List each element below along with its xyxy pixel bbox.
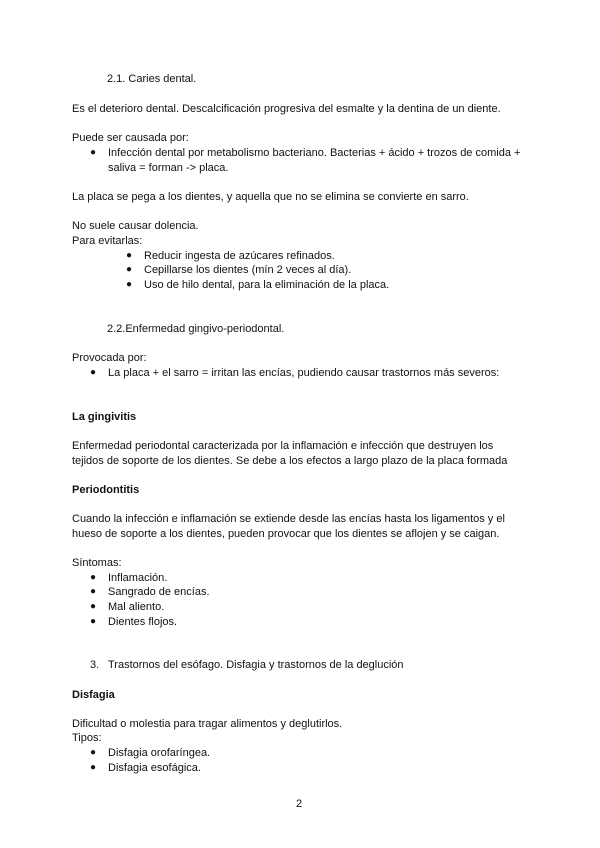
section-3-heading: Trastornos del esófago. Disfagia y trastornos de la deglución bbox=[108, 659, 404, 671]
gingivitis-line-2: tejidos de soporte de los dientes. Se debe a los efectos a largo plazo de la placa formada bbox=[72, 455, 508, 467]
section-2-2-heading: 2.2.Enfermedad gingivo-periodontal. bbox=[107, 323, 285, 335]
bullet-icon: ● bbox=[126, 250, 133, 261]
symptoms-label: Síntomas: bbox=[72, 557, 122, 569]
type-item: Disfagia esofágica. bbox=[108, 762, 201, 774]
provoked-by-label: Provocada por: bbox=[72, 352, 147, 364]
symptom-item: Inflamación. bbox=[108, 572, 168, 584]
bullet-icon: ● bbox=[90, 762, 97, 773]
bullet-icon: ● bbox=[90, 616, 97, 627]
bullet-icon: ● bbox=[126, 279, 133, 290]
symptom-item: Mal aliento. bbox=[108, 601, 165, 613]
bullet-icon: ● bbox=[90, 572, 97, 583]
caries-cause-line-2: saliva = forman -> placa. bbox=[108, 162, 229, 174]
avoid-item: Cepillarse los dientes (mín 2 veces al día). bbox=[144, 264, 352, 276]
type-item: Disfagia orofaríngea. bbox=[108, 747, 211, 759]
types-label: Tipos: bbox=[72, 732, 102, 744]
symptom-item: Sangrado de encías. bbox=[108, 586, 210, 598]
bullet-icon: ● bbox=[90, 147, 97, 158]
disfagia-definition: Dificultad o molestia para tragar alimentos y deglutirlos. bbox=[72, 718, 343, 730]
avoid-item: Reducir ingesta de azúcares refinados. bbox=[144, 250, 335, 262]
gingivitis-title: La gingivitis bbox=[72, 411, 137, 423]
bullet-icon: ● bbox=[90, 586, 97, 597]
avoid-label: Para evitarlas: bbox=[72, 235, 143, 247]
provoked-by-item: La placa + el sarro = irritan las encías, pudiendo causar trastornos más severos: bbox=[108, 367, 500, 379]
page-number: 2 bbox=[296, 798, 303, 810]
section-2-1-heading: 2.1. Caries dental. bbox=[107, 73, 197, 85]
periodontitis-line-1: Cuando la infección e inflamación se extiende desde las encías hasta los ligamentos y el bbox=[72, 513, 505, 525]
symptom-item: Dientes flojos. bbox=[108, 616, 178, 628]
disfagia-title: Disfagia bbox=[72, 689, 115, 701]
section-3-number: 3. bbox=[90, 659, 100, 671]
bullet-icon: ● bbox=[90, 367, 97, 378]
caries-definition: Es el deterioro dental. Descalcificación progresiva del esmalte y la dentina de un diente. bbox=[72, 103, 501, 115]
gingivitis-line-1: Enfermedad periodontal caracterizada por la inflamación e infección que destruyen los bbox=[72, 440, 494, 452]
bullet-icon: ● bbox=[126, 264, 133, 275]
plaque-text: La placa se pega a los dientes, y aquella que no se elimina se convierte en sarro. bbox=[72, 191, 469, 203]
avoid-item: Uso de hilo dental, para la eliminación de la placa. bbox=[144, 279, 390, 291]
caries-cause-line-1: Infección dental por metabolismo bacteriano. Bacterias + ácido + trozos de comida + bbox=[108, 147, 521, 159]
no-pain-text: No suele causar dolencia. bbox=[72, 220, 199, 232]
bullet-icon: ● bbox=[90, 747, 97, 758]
periodontitis-title: Periodontitis bbox=[72, 484, 140, 496]
caries-caused-by: Puede ser causada por: bbox=[72, 132, 189, 144]
periodontitis-line-2: hueso de soporte a los dientes, pueden provocar que los dientes se aflojen y se caigan. bbox=[72, 528, 500, 540]
bullet-icon: ● bbox=[90, 601, 97, 612]
